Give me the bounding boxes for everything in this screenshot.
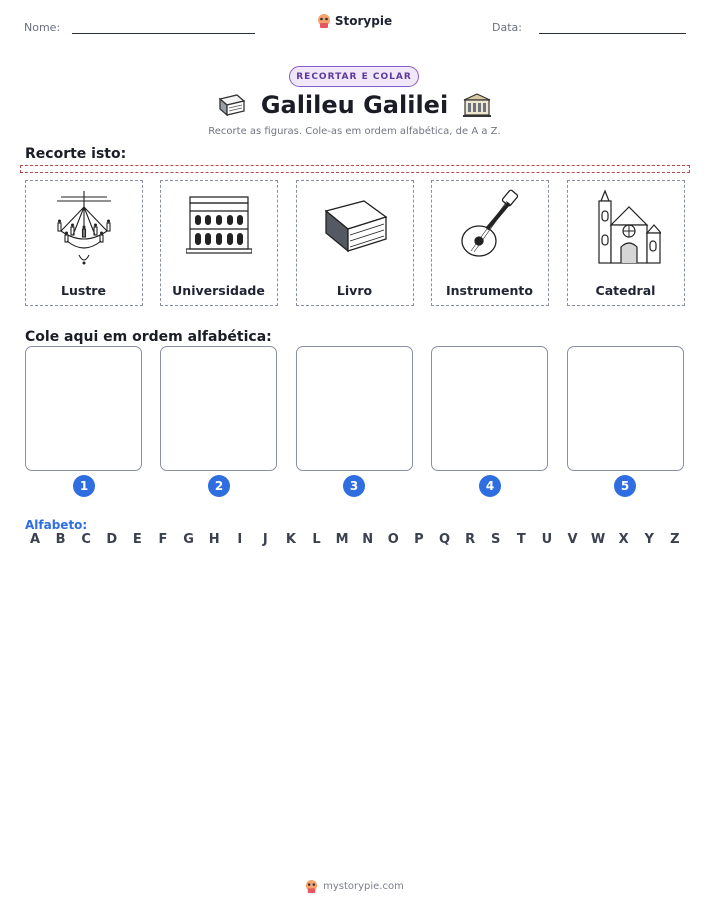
date-label: Data: — [492, 21, 522, 34]
storypie-mascot-icon — [317, 13, 331, 29]
name-line[interactable] — [72, 33, 255, 34]
name-label: Nome: — [24, 21, 61, 34]
paste-slot-2[interactable] — [160, 346, 277, 471]
alphabet-letter: F — [158, 532, 168, 547]
alphabet-letter: I — [237, 532, 243, 547]
alphabet-letter: Z — [670, 532, 680, 547]
university-icon — [186, 193, 252, 257]
title-row — [0, 91, 709, 119]
footer-url[interactable]: mystorypie.com — [323, 881, 404, 892]
book-icon — [217, 92, 247, 118]
chandelier-icon — [49, 189, 119, 269]
cut-card-universidade[interactable] — [160, 180, 278, 306]
alphabet-letter: V — [567, 532, 578, 547]
alphabet-letter: Q — [438, 532, 451, 547]
alphabet-letter: W — [590, 532, 606, 547]
card-label: Catedral — [595, 283, 656, 298]
alphabet-letter: G — [183, 532, 194, 547]
footer — [0, 879, 709, 894]
alphabet-letter: U — [541, 532, 553, 547]
cut-line — [20, 165, 690, 173]
storypie-mascot-icon — [305, 879, 318, 894]
alphabet-letter: A — [29, 532, 41, 547]
alphabet-letter: H — [208, 532, 220, 547]
cathedral-icon — [591, 189, 661, 267]
alphabet-letter: M — [335, 532, 349, 547]
alphabet-letter: O — [387, 532, 399, 547]
card-label: Livro — [336, 283, 373, 298]
page-title: Galileu Galilei — [260, 91, 449, 119]
alphabet-row — [25, 532, 685, 547]
brand-logo — [0, 13, 709, 29]
date-line[interactable] — [539, 33, 686, 34]
alphabet-letter: T — [516, 532, 526, 547]
alphabet-letter: C — [81, 532, 91, 547]
slot-number: 3 — [343, 475, 365, 497]
paste-slot-5[interactable] — [567, 346, 684, 471]
alphabet-letter: R — [465, 532, 476, 547]
alphabet-letter: L — [312, 532, 321, 547]
alphabet-letter: S — [491, 532, 501, 547]
card-label: Lustre — [61, 283, 106, 298]
brand-name: Storypie — [334, 14, 393, 28]
alphabet-letter: J — [262, 532, 268, 547]
cut-card-catedral[interactable] — [567, 180, 685, 306]
cut-card-livro[interactable] — [296, 180, 414, 306]
alphabet-letter: P — [414, 532, 424, 547]
lute-icon — [457, 189, 523, 261]
instructions: Recorte as figuras. Cole-as em ordem alfabética, de A a Z. — [208, 126, 501, 137]
alphabet-letter: X — [618, 532, 629, 547]
paste-slot-1[interactable] — [25, 346, 142, 471]
paste-slot-3[interactable] — [296, 346, 413, 471]
slot-number: 2 — [208, 475, 230, 497]
alphabet-title: Alfabeto: — [25, 518, 88, 532]
alphabet-letter: K — [285, 532, 296, 547]
slot-number: 4 — [479, 475, 501, 497]
card-label: Instrumento — [446, 283, 533, 298]
cut-heading: Recorte isto: — [25, 146, 127, 162]
slot-number: 1 — [73, 475, 95, 497]
university-building-icon — [462, 92, 492, 118]
paste-heading: Cole aqui em ordem alfabética: — [25, 329, 272, 345]
alphabet-letter: N — [362, 532, 374, 547]
slot-number: 5 — [614, 475, 636, 497]
cut-card-lustre[interactable] — [25, 180, 143, 306]
paste-slot-4[interactable] — [431, 346, 548, 471]
book-icon — [320, 195, 390, 259]
alphabet-letter: D — [106, 532, 118, 547]
alphabet-letter: E — [132, 532, 142, 547]
alphabet-letter: B — [55, 532, 66, 547]
activity-badge: RECORTAR E COLAR — [289, 66, 419, 87]
card-label: Universidade — [172, 283, 265, 298]
alphabet-letter: Y — [644, 532, 654, 547]
cut-card-instrumento[interactable] — [431, 180, 549, 306]
